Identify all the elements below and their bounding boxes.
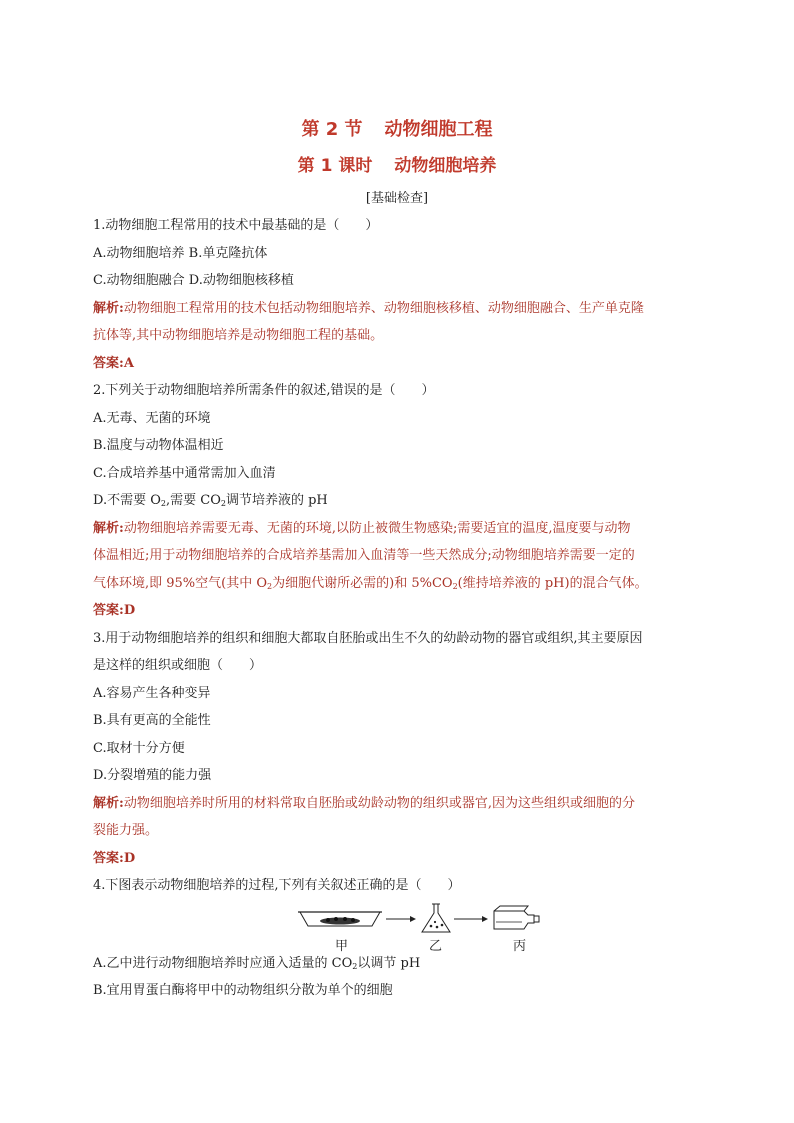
q1-answer: 答案:A xyxy=(93,355,134,371)
question-list xyxy=(93,212,703,1005)
section-label: [基础检查] xyxy=(365,191,429,206)
culture-process-diagram xyxy=(298,902,598,938)
q3-stem-cont: 是这样的组织或细胞（ ） xyxy=(93,658,263,673)
q3-option-c: C.取材十分方便 xyxy=(93,740,185,756)
answer-label: 答案: xyxy=(93,850,124,866)
q2-analysis-cont2: 气体环境,即 95%空气(其中 $O_2$为细胞代谢所必需的)和 $5\%CO_2$(维持培养液的 pH)的混合气体。 xyxy=(93,575,648,591)
q2-analysis: 解析:动物细胞培养需要无毒、无菌的环境,以防止被微生物感染;需要适宜的温度,温度要与动物 xyxy=(93,520,631,536)
q1-option-ab: A.动物细胞培养 B.单克隆抗体 xyxy=(93,245,268,261)
analysis-label: 解析: xyxy=(93,300,124,316)
culture-process-figure xyxy=(93,902,703,954)
lesson-name: 动物细胞培养 xyxy=(394,156,497,176)
lesson-number: 第 1 课时 xyxy=(297,156,373,176)
conical-flask-icon xyxy=(422,904,450,932)
q2-option-b: B.温度与动物体温相近 xyxy=(93,438,224,453)
arrow-right-icon xyxy=(454,916,488,922)
q3-option-d: D.分裂增殖的能力强 xyxy=(93,768,212,783)
lesson-title xyxy=(0,151,794,176)
q3-stem: 3.用于动物细胞培养的组织和细胞大都取自胚胎或出生不久的幼龄动物的器官或组织,其主要原因 xyxy=(93,630,643,646)
q4-option-b: B.宜用胃蛋白酶将甲中的动物组织分散为单个的细胞 xyxy=(93,983,393,998)
culture-bottle-icon xyxy=(494,906,539,929)
analysis-label: 解析: xyxy=(93,520,124,536)
arrow-right-icon xyxy=(386,916,416,922)
q2-analysis-cont: 体温相近;用于动物细胞培养的合成培养基需加入血清等一些天然成分;动物细胞培养需要一定的 xyxy=(93,548,635,563)
q4-option-a: A.乙中进行动物细胞培养时应通入适量的 $CO_2$以调节 pH xyxy=(93,955,421,971)
answer-label: 答案: xyxy=(93,603,124,618)
q4-stem: 4.下图表示动物细胞培养的过程,下列有关叙述正确的是（ ） xyxy=(93,878,461,893)
q3-analysis-cont: 裂能力强。 xyxy=(93,823,159,838)
q3-answer: 答案:D xyxy=(93,850,136,866)
q1-analysis-cont: 抗体等,其中动物细胞培养是动物细胞工程的基础。 xyxy=(93,328,384,343)
q1-stem: 1.动物细胞工程常用的技术中最基础的是（ ） xyxy=(93,218,379,233)
section-title xyxy=(0,115,794,141)
q1-option-cd: C.动物细胞融合 D.动物细胞核移植 xyxy=(93,273,294,288)
q2-stem: 2.下列关于动物细胞培养所需条件的叙述,错误的是（ ） xyxy=(93,383,435,398)
section-name: 动物细胞工程 xyxy=(384,119,493,140)
q2-answer: 答案:D xyxy=(93,603,136,618)
answer-label: 答案: xyxy=(93,355,124,371)
figure-label-bing: 丙 xyxy=(513,938,527,954)
q3-option-b: B.具有更高的全能性 xyxy=(93,713,211,728)
q1-analysis: 解析:动物细胞工程常用的技术包括动物细胞培养、动物细胞核移植、动物细胞融合、生产单克隆 xyxy=(93,300,644,316)
section-number: 第 2 节 xyxy=(301,119,363,140)
q2-option-d: D.不需要 $O_2$,需要 $CO_2$调节培养液的 pH xyxy=(93,493,328,508)
figure-label-jia: 甲 xyxy=(335,938,349,954)
q2-option-a: A.无毒、无菌的环境 xyxy=(93,410,211,426)
petri-dish-icon xyxy=(298,912,382,926)
q3-analysis: 解析:动物细胞培养时所用的材料常取自胚胎或幼龄动物的组织或器官,因为这些组织或细胞的分 xyxy=(93,795,635,811)
analysis-label: 解析: xyxy=(93,795,124,811)
q3-option-a: A.容易产生各种变异 xyxy=(93,685,211,701)
figure-label-yi: 乙 xyxy=(429,938,443,954)
q2-option-c: C.合成培养基中通常需加入血清 xyxy=(93,465,276,481)
